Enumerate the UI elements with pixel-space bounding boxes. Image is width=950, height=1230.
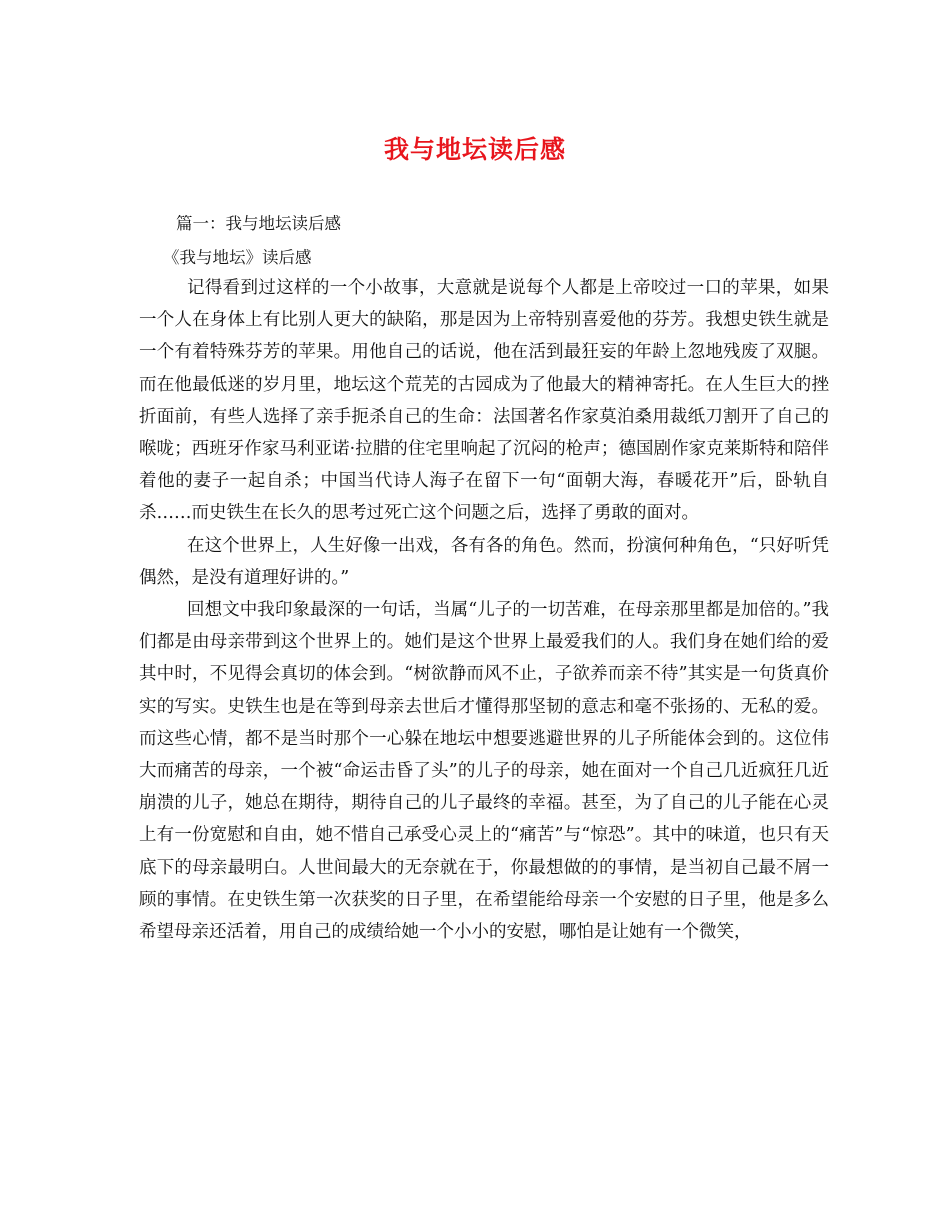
paragraph: 回想文中我印象最深的一句话，当属“儿子的一切苦难，在母亲那里都是加倍的。”我们都是由母亲带到这个世界上的。她们是这个世界上最爱我们的人。我们身在她们给的爱其中时，不见得会真切的体会到。“树欲静而风不止，子欲养而亲不待”其实是一句货真价实的写实。史铁生也是在等到母亲去世后才懂得那坚韧的意志和毫不张扬的、无私的爱。而这些心情，都不是当时那个一心躲在地坛中想要逃避世界的儿子所能体会到的。这位伟大而痛苦的母亲，一个被“命运击昏了头”的儿子的母亲，她在面对一个自己几近疯狂几近崩溃的儿子，她总在期待，期待自己的儿子最终的幸福。甚至，为了自己的儿子能在心灵上有一份宽慰和自由，她不惜自己承受心灵上的“痛苦”与“惊恐”。其中的味道，也只有天底下的母亲最明白。人世间最大的无奈就在于，你最想做的的事情，是当初自己最不屑一顾的事情。在史铁生第一次获奖的日子里，在希望能给母亲一个安慰的日子里，他是多么希望母亲还活着，用自己的成绩给她一个小小的安慰，哪怕是让她有一个微笑， <box>139 600 829 943</box>
document-title: 我与地坛读后感 <box>383 135 566 164</box>
article-body <box>139 272 829 948</box>
paragraph: 记得看到过这样的一个小故事，大意就是说每个人都是上帝咬过一口的苹果，如果一个人在身体上有比别人更大的缺陷，那是因为上帝特别喜爱他的芬芳。我想史铁生就是一个有着特殊芬芳的苹果。用他自己的话说，他在活到最狂妄的年龄上忽地残废了双腿。而在他最低迷的岁月里，地坛这个荒芜的古园成为了他最大的精神寄托。在人生巨大的挫折面前，有些人选择了亲手扼杀自己的生命：法国著名作家莫泊桑用裁纸刀割开了自己的喉咙；西班牙作家马利亚诺·拉腊的住宅里响起了沉闷的枪声；德国剧作家克莱斯特和陪伴着他的妻子一起自杀；中国当代诗人海子在留下一句“面朝大海，春暖花开”后，卧轨自杀……而史铁生在长久的思考过死亡这个问题之后，选择了勇敢的面对。 <box>139 278 829 524</box>
subheading: 《我与地坛》读后感 <box>163 248 312 267</box>
section-heading: 篇一：我与地坛读后感 <box>176 214 341 233</box>
paragraph: 在这个世界上，人生好像一出戏，各有各的角色。然而，扮演何种角色，“只好听凭偶然，是没有道理好讲的。” <box>139 535 829 588</box>
